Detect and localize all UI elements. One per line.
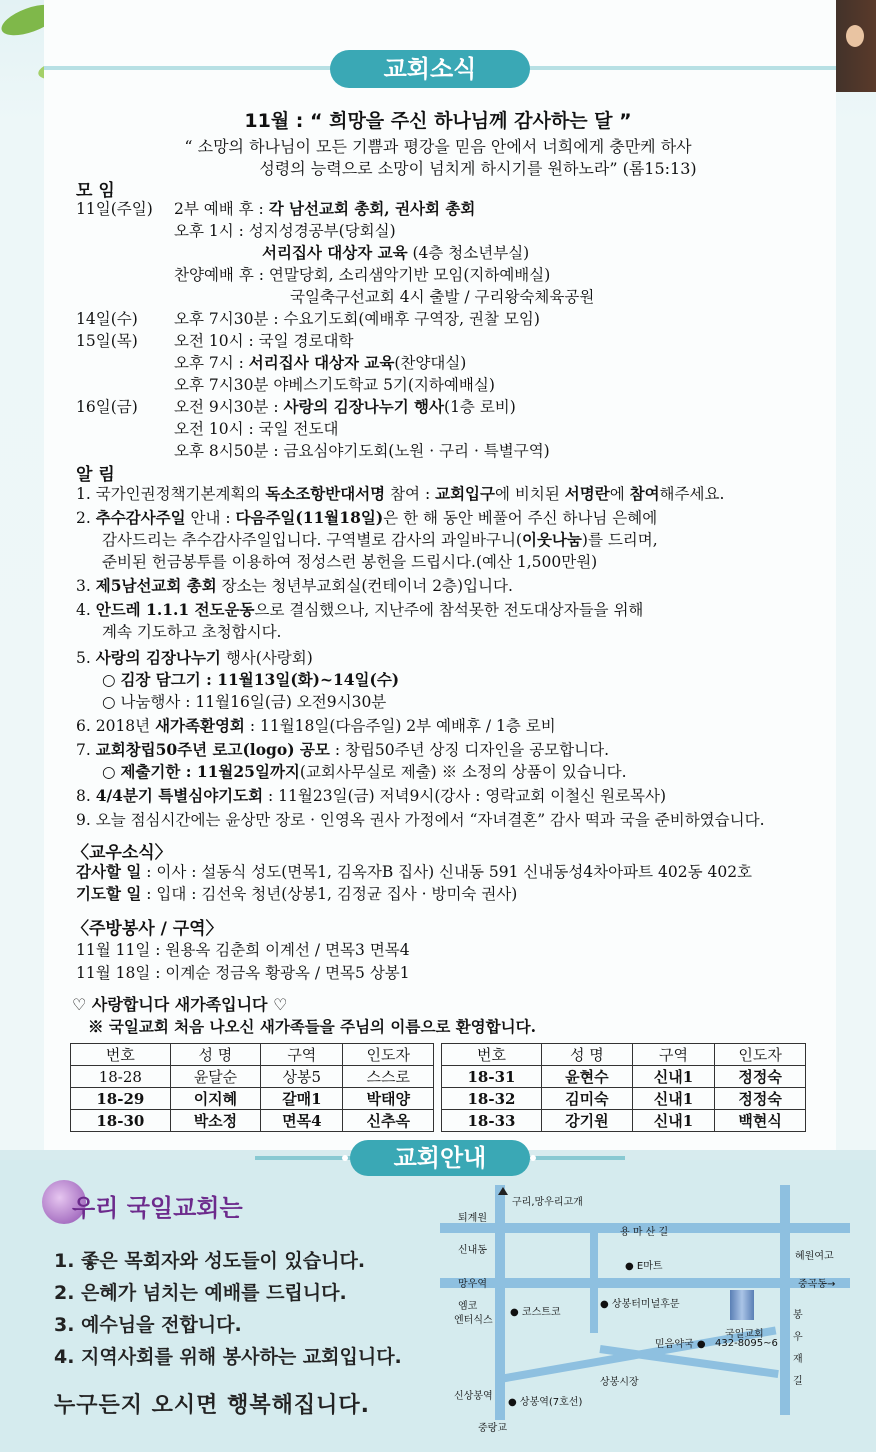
table-cell: 18-29 bbox=[71, 1088, 171, 1110]
location-map bbox=[440, 1185, 850, 1435]
table-cell: 신내1 bbox=[632, 1110, 714, 1132]
meeting-item bbox=[262, 243, 529, 263]
table-row bbox=[442, 1088, 806, 1110]
meeting-date: 16일(금) bbox=[76, 398, 138, 416]
table-cell: 윤현수 bbox=[541, 1066, 632, 1088]
table-cell: 김미숙 bbox=[541, 1088, 632, 1110]
meeting-item bbox=[174, 221, 396, 241]
meeting-text: (1층 로비) bbox=[444, 398, 516, 416]
notice-heading: 알 림 bbox=[76, 465, 115, 485]
members-heading: 〈교우소식〉 bbox=[72, 843, 172, 863]
map-label-emco: 엠코 bbox=[458, 1301, 478, 1312]
notice-text: 안드레 1.1.1 전도운동 bbox=[95, 600, 255, 619]
guide-closing: 누구든지 오시면 행복해집니다. bbox=[54, 1393, 370, 1418]
thanks-text: : 이사 : 설동식 성도(면목1, 김옥자B 집사) 신내동 591 신내동성4차아파트 402동 402호 bbox=[141, 863, 753, 881]
notice-text: (교회사무실로 제출) ※ 소정의 상품이 있습니다. bbox=[299, 763, 627, 781]
table-row bbox=[442, 1110, 806, 1132]
map-label-mangu: 망우역 bbox=[458, 1279, 487, 1290]
table-row bbox=[71, 1110, 434, 1132]
meeting-text: 서리집사 대상자 교육 bbox=[262, 243, 408, 262]
meeting-text: 국일축구선교회 4시 출발 / 구리왕숙체육공원 bbox=[290, 288, 595, 306]
map-label-phone: 432-8095~6 bbox=[715, 1338, 778, 1349]
road-bonguje bbox=[780, 1185, 790, 1415]
map-label-enter6: 엔터식스 bbox=[454, 1315, 493, 1326]
meeting-date: 11일(주일) bbox=[76, 200, 153, 218]
notice-text: 사랑의 김장나누기 bbox=[95, 648, 221, 667]
column-header: 번호 bbox=[442, 1044, 542, 1066]
guide-header: 교회안내 bbox=[350, 1140, 530, 1176]
newcomers-heading: ♡ 사랑합니다 새가족입니다 ♡ bbox=[72, 995, 288, 1014]
verse-line-2: 성령의 능력으로 소망이 넘치게 하시기를 원하노라” (롬15:13) bbox=[259, 159, 697, 178]
map-label-pharmacy: 믿음약국 ● bbox=[655, 1339, 706, 1350]
notice-line bbox=[102, 552, 597, 572]
notice-text: 참여 : bbox=[385, 485, 436, 503]
month-title: 11월 : “ 희망을 주신 하나님께 감사하는 달 ” bbox=[244, 110, 632, 132]
notice-text: 에 비치된 bbox=[495, 485, 565, 503]
map-label-hyewon: 혜원여고 bbox=[795, 1251, 834, 1262]
kitchen-line-2: 11월 18일 : 이계순 정금옥 황광옥 / 면목5 상봉1 bbox=[76, 964, 410, 982]
map-label-yongmasan: 용 마 산 길 bbox=[620, 1227, 669, 1238]
kitchen-line-1: 11월 11일 : 원용옥 김춘희 이계선 / 면목3 면목4 bbox=[76, 941, 410, 959]
meeting-item bbox=[174, 353, 466, 373]
notice-text: 장소는 청년부교회실(컨테이너 2층)입니다. bbox=[216, 577, 513, 595]
notice-text: 에 bbox=[609, 485, 630, 503]
notice-text: 준비된 헌금봉투를 이용하여 정성스런 봉헌을 드립시다.(예산 1,500만원) bbox=[102, 553, 598, 571]
meeting-text: 오전 9시30분 : bbox=[174, 398, 284, 416]
pray-label: 기도할 일 bbox=[76, 884, 142, 903]
table-cell: 갈매1 bbox=[261, 1088, 343, 1110]
meeting-text: 오후 7시 : bbox=[174, 354, 249, 372]
notice-text: ○ bbox=[102, 671, 121, 689]
table-cell: 박태양 bbox=[343, 1088, 434, 1110]
meeting-text: 사랑의 김장나누기 행사 bbox=[283, 397, 445, 416]
notice-text: 교회창립50주년 로고(logo) 공모 bbox=[95, 740, 330, 759]
column-header: 구역 bbox=[261, 1044, 343, 1066]
table-cell: 강기원 bbox=[541, 1110, 632, 1132]
map-label-junggok: 중곡동→ bbox=[798, 1279, 836, 1290]
map-label-emart: ● E마트 bbox=[625, 1261, 663, 1272]
table-cell: 18-33 bbox=[442, 1110, 542, 1132]
notice-line bbox=[76, 484, 724, 504]
notice-text: 4. bbox=[76, 601, 96, 619]
table-cell: 정정숙 bbox=[715, 1066, 806, 1088]
church-building-icon bbox=[730, 1290, 754, 1320]
notice-line bbox=[76, 786, 666, 806]
meeting-date: 14일(수) bbox=[76, 310, 138, 328]
meeting-item bbox=[174, 419, 338, 439]
rule-dot bbox=[530, 1155, 536, 1161]
table-cell: 18-30 bbox=[71, 1110, 171, 1132]
rule-dot bbox=[342, 1155, 348, 1161]
meeting-text: (찬양대실) bbox=[394, 354, 467, 372]
map-label-costco: ● 코스트코 bbox=[510, 1307, 561, 1318]
table-cell: 이지혜 bbox=[170, 1088, 261, 1110]
column-header: 성 명 bbox=[541, 1044, 632, 1066]
guide-item: 4. 지역사회를 위해 봉사하는 교회입니다. bbox=[54, 1346, 402, 1368]
notice-text: : 11월23일(금) 저녁9시(강사 : 영락교회 이철신 원로목사) bbox=[263, 787, 667, 805]
map-label-church: 국일교회 bbox=[725, 1329, 764, 1340]
notice-text: 다음주일(11월18일) bbox=[235, 508, 384, 527]
road-inner bbox=[590, 1233, 598, 1333]
meeting-item bbox=[174, 397, 516, 417]
notice-text: 5. bbox=[76, 649, 96, 667]
notice-text: 계속 기도하고 초청합시다. bbox=[102, 623, 282, 641]
meeting-text: 오후 7시30분 야베스기도학교 5기(지하예배실) bbox=[174, 376, 495, 394]
map-label-toegyewon: 퇴계원 bbox=[458, 1213, 487, 1224]
meeting-text: 오전 10시 : 국일 전도대 bbox=[174, 420, 339, 438]
map-label-market: 상봉시장 bbox=[600, 1377, 639, 1388]
table-cell: 상봉5 bbox=[261, 1066, 343, 1088]
meeting-date: 15일(목) bbox=[76, 332, 138, 350]
notice-text: 해주세요. bbox=[659, 485, 725, 503]
notice-line bbox=[102, 530, 658, 550]
meeting-text: 서리집사 대상자 교육 bbox=[248, 353, 395, 372]
map-label-terminal: ● 상봉터미널후문 bbox=[600, 1299, 680, 1310]
guide-item: 2. 은혜가 넘치는 예배를 드립니다. bbox=[54, 1282, 347, 1304]
column-header: 번호 bbox=[71, 1044, 171, 1066]
meeting-heading: 모 임 bbox=[76, 181, 115, 201]
guide-title-block bbox=[42, 1180, 322, 1224]
notice-text: 2. bbox=[76, 509, 96, 527]
notice-line bbox=[102, 670, 399, 690]
meeting-text: 각 남선교회 총회, 권사회 총회 bbox=[268, 199, 476, 218]
notice-text: 제5남선교회 총회 bbox=[95, 576, 217, 595]
notice-text: 서명란 bbox=[564, 484, 610, 503]
notice-text: : 창립50주년 상징 디자인을 공모합니다. bbox=[329, 741, 609, 759]
notice-text: 으로 결심했으나, 지난주에 참석못한 전도대상자들을 위해 bbox=[254, 601, 644, 619]
newcomers-subtitle: ※ 국일교회 처음 나오신 새가족들을 주님의 이름으로 환영합니다. bbox=[88, 1017, 536, 1036]
notice-line bbox=[102, 762, 627, 782]
column-header: 성 명 bbox=[170, 1044, 261, 1066]
meeting-text: 2부 예배 후 : bbox=[174, 200, 269, 218]
notice-line bbox=[76, 508, 657, 528]
map-label-sangbong: ● 상봉역(7호선) bbox=[508, 1397, 583, 1408]
table-cell: 스스로 bbox=[343, 1066, 434, 1088]
notice-line bbox=[76, 810, 765, 830]
pray-text: : 입대 : 김선욱 청년(상봉1, 김정균 집사 · 방미숙 권사) bbox=[141, 885, 518, 903]
notice-text: : 11월18일(다음주일) 2부 예배후 / 1층 로비 bbox=[244, 717, 556, 735]
notice-line bbox=[76, 740, 609, 760]
notice-text: ○ bbox=[102, 763, 121, 781]
column-header: 구역 bbox=[632, 1044, 714, 1066]
meeting-text: 찬양예배 후 : 연말당회, 소리샘악기반 모임(지하예배실) bbox=[174, 266, 551, 284]
table-cell: 백현식 bbox=[715, 1110, 806, 1132]
notice-line bbox=[102, 622, 282, 642]
notice-text: 7. bbox=[76, 741, 96, 759]
table-cell: 윤달순 bbox=[170, 1066, 261, 1088]
table-cell: 면목4 bbox=[261, 1110, 343, 1132]
meeting-item bbox=[174, 309, 540, 329]
header-title: 교회소식 bbox=[330, 50, 530, 88]
notice-line bbox=[76, 648, 313, 668]
table-cell: 18-28 bbox=[71, 1066, 171, 1088]
meeting-item bbox=[174, 265, 550, 285]
thanks-line bbox=[76, 862, 752, 882]
meeting-item bbox=[174, 331, 353, 351]
table-cell: 박소정 bbox=[170, 1110, 261, 1132]
map-label-north: 구리,망우리고개 bbox=[512, 1197, 583, 1208]
guide-title: 우리 국일교회는 bbox=[72, 1194, 243, 1222]
meeting-text: (4층 청소년부실) bbox=[407, 244, 530, 262]
meeting-text: 오전 10시 : 국일 경로대학 bbox=[174, 332, 354, 350]
notice-text: 김장 담그기 : 11월13일(화)~14일(수) bbox=[120, 670, 400, 689]
table-cell: 18-32 bbox=[442, 1088, 542, 1110]
table-cell: 정정숙 bbox=[715, 1088, 806, 1110]
meeting-item bbox=[174, 441, 550, 461]
notice-text: 감사드리는 추수감사주일입니다. 구역별로 감사의 과일바구니( bbox=[102, 531, 522, 549]
map-label-sinsangbong: 신상봉역 bbox=[454, 1391, 493, 1402]
table-cell: 18-31 bbox=[442, 1066, 542, 1088]
meeting-item bbox=[174, 375, 495, 395]
notice-line bbox=[76, 600, 643, 620]
map-label-junghwa: 중랑교 bbox=[478, 1423, 507, 1434]
notice-text: 3. bbox=[76, 577, 96, 595]
pray-line bbox=[76, 884, 517, 904]
notice-text: 이웃나눔 bbox=[521, 530, 582, 549]
notice-text: 참여 bbox=[629, 484, 660, 503]
table-cell: 신내1 bbox=[632, 1066, 714, 1088]
road-vertical-west bbox=[495, 1185, 505, 1420]
kitchen-heading: 〈주방봉사 / 구역〉 bbox=[72, 919, 223, 939]
notice-text: ○ 나눔행사 : 11월16일(금) 오전9시30분 bbox=[102, 693, 387, 711]
notice-text: 추수감사주일 bbox=[95, 508, 186, 527]
guide-item: 3. 예수님을 전합니다. bbox=[54, 1314, 242, 1336]
table-cell: 신추옥 bbox=[343, 1110, 434, 1132]
newcomers-table-left bbox=[70, 1043, 434, 1132]
meeting-item bbox=[174, 199, 475, 219]
table-row bbox=[71, 1066, 434, 1088]
table-row bbox=[442, 1066, 806, 1088]
notice-text: 독소조항반대서명 bbox=[265, 484, 386, 503]
table-header-row bbox=[442, 1044, 806, 1066]
table-cell: 신내1 bbox=[632, 1088, 714, 1110]
column-header: 인도자 bbox=[715, 1044, 806, 1066]
notice-text: 행사(사랑회) bbox=[220, 649, 313, 667]
notice-text: 4/4분기 특별심야기도회 bbox=[95, 786, 264, 805]
guide-item: 1. 좋은 목회자와 성도들이 있습니다. bbox=[54, 1250, 366, 1272]
newcomers-table-right bbox=[441, 1043, 806, 1132]
notice-text: 안내 : bbox=[185, 509, 236, 527]
verse-line-1: “ 소망의 하나님이 모든 기쁨과 평강을 믿음 안에서 너희에게 충만케 하사 bbox=[184, 137, 692, 156]
meeting-text: 오후 7시30분 : 수요기도회(예배후 구역장, 권찰 모임) bbox=[174, 310, 540, 328]
meeting-item bbox=[290, 287, 594, 307]
notice-text: 은 한 해 동안 베풀어 주신 하나님 은혜에 bbox=[383, 509, 658, 527]
thanks-label: 감사할 일 bbox=[76, 862, 142, 881]
table-row bbox=[71, 1088, 434, 1110]
notice-line bbox=[76, 716, 556, 736]
map-label-sinnae: 신내동 bbox=[458, 1245, 487, 1256]
meeting-text: 오후 1시 : 성지성경공부(당회실) bbox=[174, 222, 396, 240]
notice-text: 6. 2018년 bbox=[76, 717, 156, 735]
north-arrow-icon bbox=[498, 1187, 508, 1195]
table-header-row bbox=[71, 1044, 434, 1066]
notice-line bbox=[76, 576, 513, 596]
notice-text: 8. bbox=[76, 787, 96, 805]
notice-line bbox=[102, 692, 386, 712]
notice-text: )를 드리며, bbox=[581, 531, 658, 549]
notice-text: 교회입구 bbox=[435, 484, 496, 503]
notice-text: 9. 오늘 점심시간에는 윤상만 장로 · 인영옥 권사 가정에서 “자녀결혼” 감사 떡과 국을 준비하였습니다. bbox=[76, 811, 765, 829]
meeting-text: 오후 8시50분 : 금요심야기도회(노원 · 구리 · 특별구역) bbox=[174, 442, 550, 460]
notice-text: 1. 국가인권정책기본계획의 bbox=[76, 485, 266, 503]
column-header: 인도자 bbox=[343, 1044, 434, 1066]
notice-text: 제출기한 : 11월25일까지 bbox=[120, 762, 300, 781]
notice-text: 새가족환영회 bbox=[155, 716, 245, 735]
map-label-bonguje: 봉우재길 bbox=[793, 1310, 803, 1387]
